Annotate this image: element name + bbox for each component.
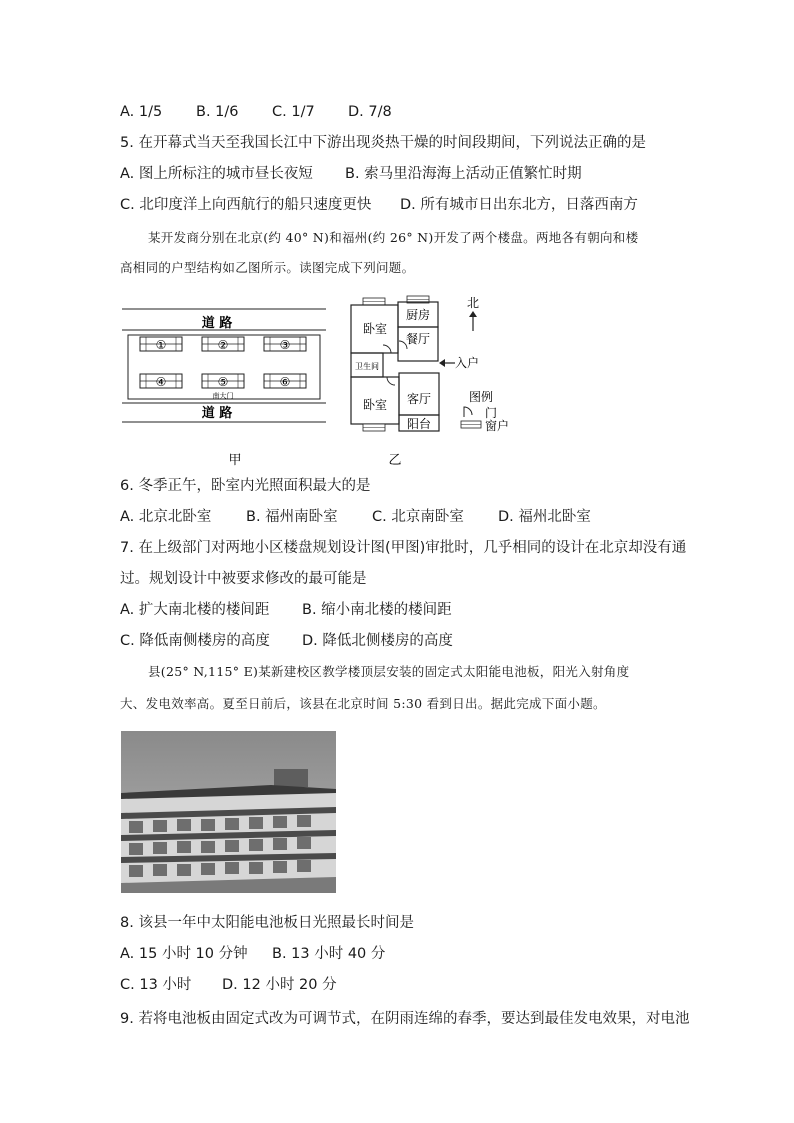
legend-door-label: 门 (485, 406, 498, 420)
figure-yi-floor-plan (345, 293, 530, 473)
q4-option-a: A. 1/5 (120, 104, 163, 120)
figure-jia-caption: 甲 (228, 453, 242, 468)
window-top-left (363, 298, 385, 305)
figure-jia-site-plan (120, 305, 330, 475)
building-1-label: ① (155, 338, 167, 352)
building-3 (264, 337, 306, 352)
building-6 (264, 374, 306, 389)
room-kitchen: 厨房 (405, 308, 431, 322)
legend-window-label: 窗户 (485, 419, 510, 433)
building-3-label: ③ (279, 338, 291, 352)
building-5-label: ⑤ (217, 375, 229, 389)
building-2 (202, 337, 244, 352)
building-5 (202, 374, 244, 389)
intro1-line1: 某开发商分别在北京(约 40° N)和福州(约 26° N)开发了两个楼盘。两地各有朝向和楼 (148, 230, 639, 245)
q8-stem: 8. 该县一年中太阳能电池板日光照最长时间是 (120, 915, 414, 931)
q6-option-a: A. 北京北卧室 (120, 509, 212, 525)
q7-option-d: D. 降低北侧楼房的高度 (302, 633, 453, 649)
q4-option-c: C. 1/7 (272, 104, 315, 120)
room-bathroom: 卫生间 (355, 362, 379, 371)
building-4-label: ④ (155, 375, 167, 389)
road-bottom-label: 道 路 (201, 406, 233, 421)
window-bottom-left (363, 424, 385, 431)
building-6-label: ⑥ (279, 375, 291, 389)
q7-option-c: C. 降低南侧楼房的高度 (120, 633, 270, 649)
q8-option-b: B. 13 小时 40 分 (272, 946, 386, 962)
q9-stem: 9. 若将电池板由固定式改为可调节式，在阴雨连绵的春季，要达到最佳发电效果，对电池 (120, 1011, 690, 1027)
building-2-label: ② (217, 338, 229, 352)
q6-option-c: C. 北京南卧室 (372, 509, 464, 525)
road-top-label: 道 路 (201, 316, 233, 331)
q5-option-c: C. 北印度洋上向西航行的船只速度更快 (120, 197, 372, 213)
q7-stem-line1: 7. 在上级部门对两地小区楼盘规划设计图(甲图)审批时，几乎相同的设计在北京却没有通 (120, 540, 687, 556)
q6-option-b: B. 福州南卧室 (246, 509, 338, 525)
room-living: 客厅 (406, 392, 432, 406)
q8-option-c: C. 13 小时 (120, 977, 192, 993)
q6-option-d: D. 福州北卧室 (498, 509, 591, 525)
q5-option-b: B. 索马里沿海海上活动正值繁忙时期 (345, 166, 582, 182)
q6-stem: 6. 冬季正午，卧室内光照面积最大的是 (120, 478, 371, 494)
q8-option-a: A. 15 小时 10 分钟 (120, 946, 248, 962)
building-1 (140, 337, 182, 352)
q8-option-d: D. 12 小时 20 分 (222, 977, 337, 993)
intro1-line2: 高相同的户型结构如乙图所示。读图完成下列问题。 (120, 260, 415, 275)
south-gate-label: 南大门 (212, 392, 234, 400)
intro2-line1: 县(25° N,115° E)某新建校区教学楼顶层安装的固定式太阳能电池板，阳光入射角度 (148, 664, 630, 679)
entry-label: 入户 (455, 356, 480, 370)
q4-option-d: D. 7/8 (348, 104, 392, 120)
legend-title: 图例 (468, 390, 494, 404)
q5-option-a: A. 图上所标注的城市昼长夜短 (120, 166, 313, 182)
school-building-photo (121, 731, 336, 893)
legend-door-icon (464, 407, 472, 417)
q5-stem: 5. 在开幕式当天至我国长江中下游出现炎热干燥的时间段期间，下列说法正确的是 (120, 135, 646, 151)
room-balcony: 阳台 (406, 417, 432, 431)
q5-option-d: D. 所有城市日出东北方，日落西南方 (400, 197, 638, 213)
q4-option-b: B. 1/6 (196, 104, 239, 120)
intro2-line2: 大、发电效率高。夏至日前后，该县在北京时间 5:30 看到日出。据此完成下面小题。 (120, 696, 606, 711)
q7-option-b: B. 缩小南北楼的楼间距 (302, 602, 452, 618)
room-dining: 餐厅 (405, 332, 431, 346)
building-4 (140, 374, 182, 389)
room-bedroom-top: 卧室 (362, 322, 388, 336)
q7-stem-line2: 过。规划设计中被要求修改的最可能是 (120, 571, 367, 587)
legend-window-icon (461, 421, 481, 428)
q7-option-a: A. 扩大南北楼的楼间距 (120, 602, 270, 618)
figure-yi-caption: 乙 (388, 453, 402, 468)
north-label: 北 (466, 296, 480, 310)
room-bedroom-bottom: 卧室 (362, 398, 388, 412)
